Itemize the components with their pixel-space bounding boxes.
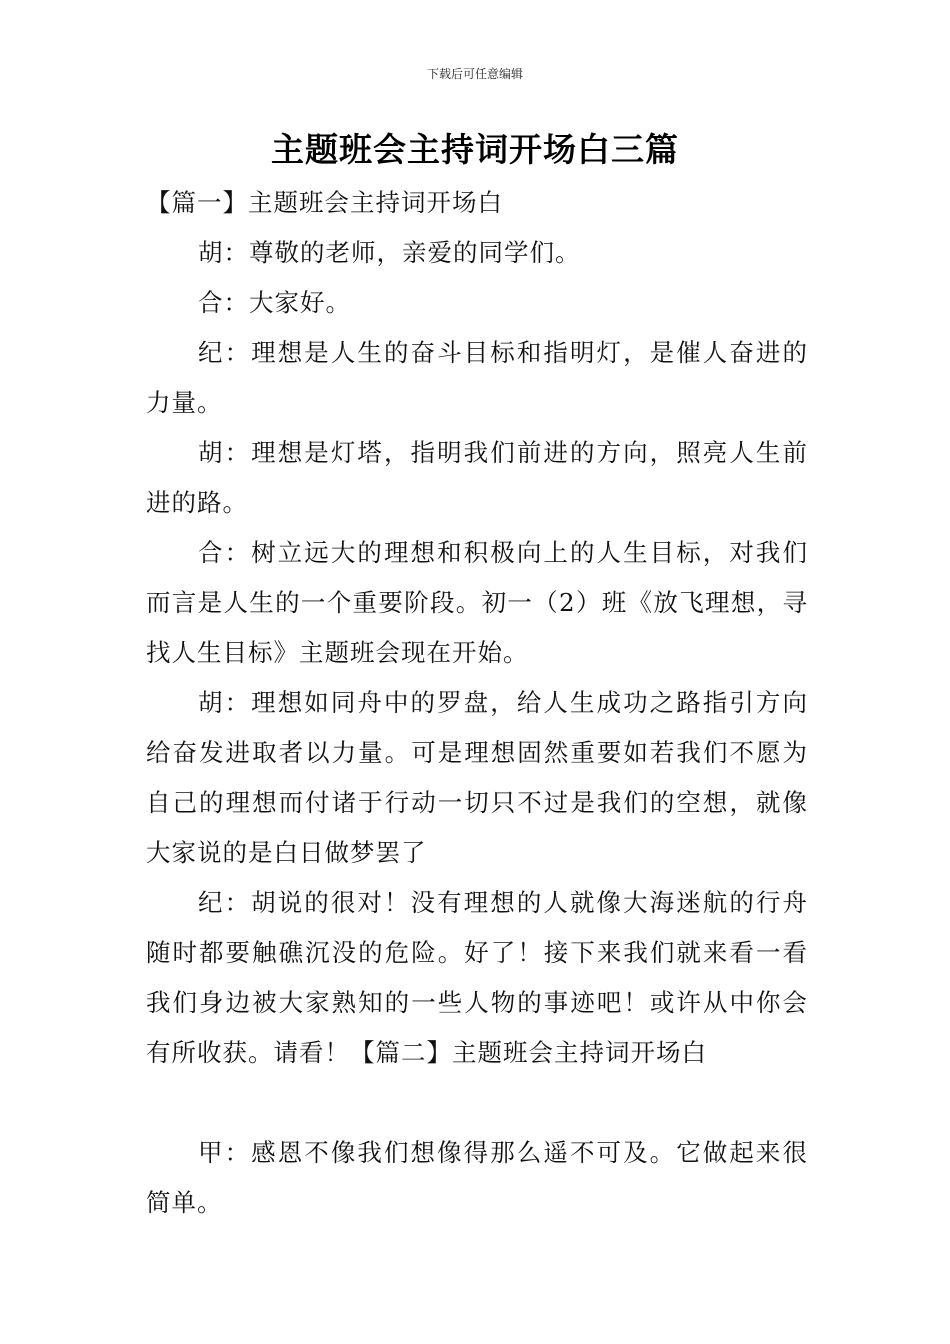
blank-line [146,1078,808,1128]
header-note: 下载后可任意编辑 [426,67,523,81]
paragraph: 胡：理想是灯塔，指明我们前进的方向，照亮人生前进的路。 [146,438,808,517]
paragraph: 合：大家好。 [198,288,351,317]
paragraph: 合：树立远大的理想和积极向上的人生目标，对我们而言是人生的一个重要阶段。初一（2）班《放飞理想，寻找人生目标》主题班会现在开始。 [146,538,808,667]
section-heading: 【篇一】主题班会主持词开场白 [146,188,503,217]
document-title: 主题班会主持词开场白三篇 [271,130,679,169]
paragraph: 纪：理想是人生的奋斗目标和指明灯，是催人奋进的力量。 [146,338,808,417]
paragraph: 胡：理想如同舟中的罗盘，给人生成功之路指引方向给奋发进取者以力量。可是理想固然重要如若我们不愿为自己的理想而付诸于行动一切只不过是我们的空想，就像大家说的是白日做梦罢了 [146,688,808,867]
paragraph: 甲：感恩不像我们想像得那么遥不可及。它做起来很简单。 [146,1138,808,1217]
document-body [146,178,808,1228]
paragraph: 纪：胡说的很对！没有理想的人就像大海迷航的行舟随时都要触礁沉没的危险。好了！接下来我们就来看一看我们身边被大家熟知的一些人物的事迹吧！或许从中你会有所收获。请看！【篇二】主题班会主持词开场白 [146,888,808,1067]
paragraph: 胡：尊敬的老师，亲爱的同学们。 [198,238,581,267]
